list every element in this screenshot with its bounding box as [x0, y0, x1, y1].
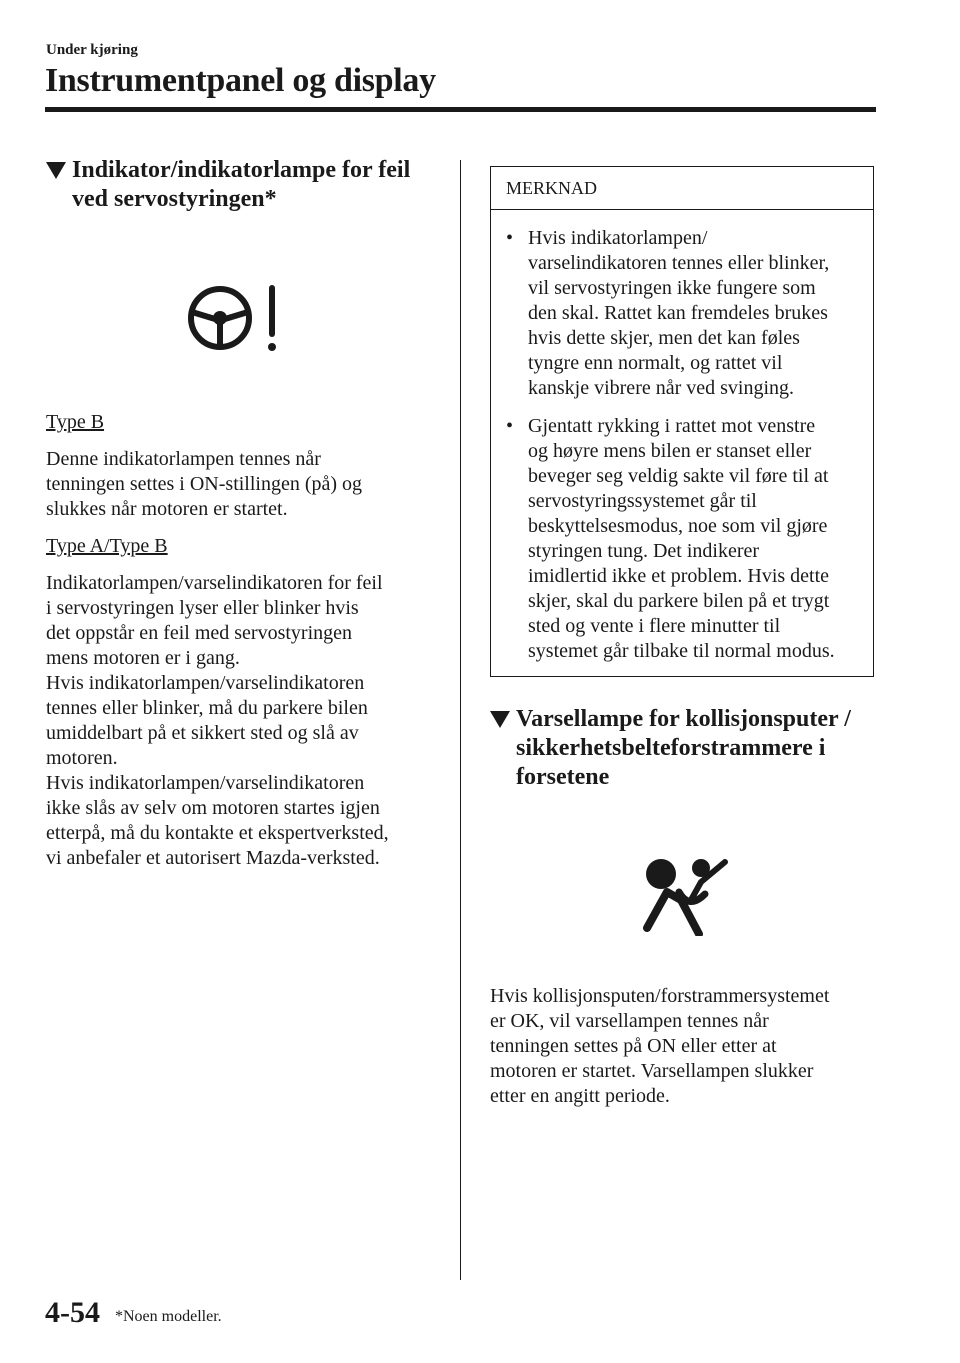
- bullet-icon: •: [506, 415, 514, 437]
- note-header: MERKNAD: [491, 167, 873, 210]
- column-divider: [460, 160, 461, 1280]
- note-list: [491, 210, 873, 676]
- power-steering-section-heading: [46, 156, 441, 214]
- page-number: 4-54: [45, 1296, 100, 1329]
- power-steering-icon-wrap: [46, 278, 441, 358]
- power-steering-warning-icon: [184, 278, 304, 358]
- airbag-heading-text: Varsellampe for kollisjonsputer / sikkerhetsbelteforstrammere i forsetene: [516, 706, 851, 790]
- triangle-marker-icon: [490, 711, 510, 728]
- note-item: [506, 226, 859, 401]
- power-steering-heading-text: Indikator/indikatorlampe for feil ved servostyringen*: [72, 157, 411, 212]
- airbag-warning-icon: [633, 852, 733, 936]
- note-item-text: Hvis indikatorlampen/ varselindikatoren tennes eller blinker, vil servostyringen ikke fungere som den skal. Rattet kan fremdeles brukes hvis dette skjer, men det kan føles tyngre enn normalt, og rattet vil kanskje vibrere når ved svinging.: [528, 227, 830, 399]
- footnote: *Noen modeller.: [115, 1308, 222, 1325]
- type-ab-text: Indikatorlampen/varselindikatoren for feil i servostyringen lyser eller blinker hvis det oppstår en feil med servostyringen mens motoren er i gang. Hvis indikatorlampen/varselindikatoren tennes eller blinker, må du parkere bilen umiddelbart på et sikkert sted og slå av motoren. Hvis indikatorlampen/varselindikatoren ikke slås av selv om motoren startes igjen etterpå, må du kontakte et ekspertverksted, vi anbefaler et autorisert Mazda-verksted.: [46, 572, 389, 869]
- type-b-text: Denne indikatorlampen tennes når tenningen settes i ON-stillingen (på) og slukkes når motoren er startet.: [46, 448, 363, 520]
- right-column: [490, 166, 875, 1109]
- note-item-text: Gjentatt rykking i rattet mot venstre og høyre mens bilen er stanset eller beveger seg veldig sakte vil føre til at servostyringssystemet går til beskyttelsesmodus, noe som vil gjøre styringen tung. Det indikerer imidlertid ikke et problem. Hvis dette skjer, skal du parkere bilen på et trygt sted og vente i flere minutter til systemet går tilbake til normal modus.: [528, 415, 835, 662]
- header-rule: [45, 107, 876, 112]
- note-box: [490, 166, 874, 677]
- airbag-icon-wrap: [490, 852, 875, 936]
- breadcrumb: Under kjøring: [46, 42, 138, 58]
- left-column: [46, 156, 441, 871]
- triangle-marker-icon: [46, 162, 66, 179]
- airbag-text: Hvis kollisjonsputen/forstrammersystemet er OK, vil varsellampen tennes når tenningen settes på ON eller etter at motoren er startet. Varsellampen slukker etter en angitt periode.: [490, 985, 830, 1107]
- airbag-section-heading: [490, 705, 875, 792]
- bullet-icon: •: [506, 227, 514, 249]
- type-ab-label: Type A/Type B: [46, 535, 168, 557]
- type-b-label: Type B: [46, 411, 105, 433]
- note-item: [506, 414, 859, 664]
- page-title: Instrumentpanel og display: [45, 62, 436, 99]
